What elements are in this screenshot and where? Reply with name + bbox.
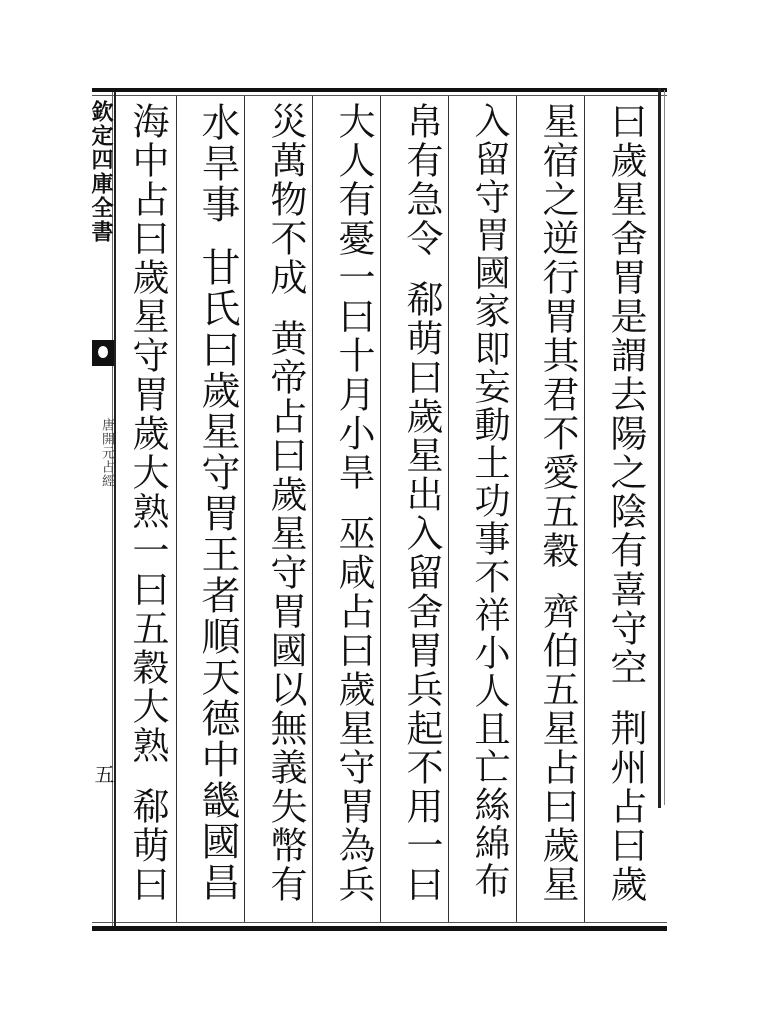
frame-right-inner-line [664,90,665,805]
text-column-7 [188,102,246,914]
column-divider [176,96,177,922]
column-text: 水旱事 [195,102,240,225]
column-text: 曰歲星舍胃是謂去陽之陰有喜守空 [604,102,647,687]
column-text-continued: 齊伯五星占曰歲星 [536,592,579,904]
column-text: 入留守胃國家即妄動土功事不祥小人且亡絲綿布 [469,102,510,900]
column-text: 帛有急令 [400,102,443,258]
text-column-1 [596,102,654,914]
frame-bottom-border [92,926,667,931]
text-column-5 [324,102,382,914]
margin-collection-title: 欽定四庫全書 [88,100,114,244]
column-text-continued: 郗萌曰歲星出入留舍胃兵起不用一曰 [400,280,443,904]
text-column-2 [528,102,586,914]
column-text-continued: 黄帝占曰歲星守胃國以無義失幣有 [264,319,307,904]
column-text: 大人有憂一曰十月小旱 [332,102,375,492]
frame-top-border [92,88,667,92]
margin-book-title: 唐開元占經 [99,418,114,488]
column-text: 星宿之逆行胃其君不愛五穀 [536,102,579,570]
frame-bottom-inner-line [92,922,667,923]
text-column-6 [256,102,314,914]
margin-page-number: 五 [91,764,115,784]
column-text-continued: 甘氏曰歲星守胃王者順天德中畿國昌 [195,247,240,903]
column-text-continued: 巫咸占曰歲星守胃為兵 [332,514,375,904]
frame-right-border [658,88,661,808]
text-column-3 [460,102,518,914]
fishtail-notch [98,346,108,358]
column-text: 海中占曰歲星守胃歲大熟一曰五穀大熟 [126,102,169,765]
text-column-4 [392,102,450,914]
column-text: 災萬物不成 [264,102,307,297]
column-text-continued: 郗萌曰 [126,787,169,904]
text-column-8 [118,102,176,914]
column-text-continued: 荆州占曰歲 [604,709,647,904]
